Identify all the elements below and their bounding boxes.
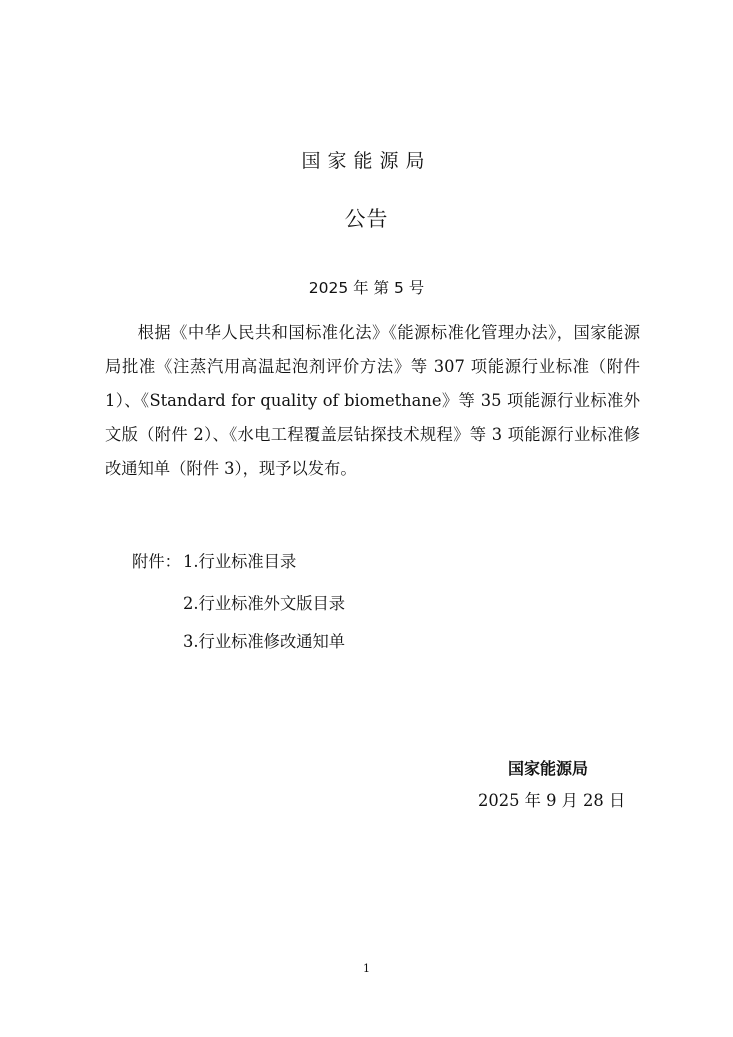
page-number: 1: [363, 962, 370, 975]
document-number: 2025 年 第 5 号: [308, 279, 425, 297]
issuer-title: 国家能源局: [301, 150, 432, 172]
attachments-label: 附件：: [132, 552, 181, 571]
signature-date: 2025 年 9 月 28 日: [478, 791, 626, 810]
attachment-item-3: 3.行业标准修改通知单: [183, 632, 346, 651]
announcement-paragraph: 根据《中华人民共和国标准化法》《能源标准化管理办法》，国家能源局批准《注蒸汽用高温起泡剂评价方法》等 307 项能源行业标准（附件 1）、《Standard for quality of biomethane》等 35 项能源行业标准外文版（附件 2）、《水电工程覆盖层钻探技术规程》等 3 项能源行业标准修改通知单（附件 3），现予以发布。: [105, 323, 640, 478]
signature-organization: 国家能源局: [508, 759, 589, 778]
document-type-title: 公告: [344, 207, 389, 231]
attachment-item-2: 2.行业标准外文版目录: [183, 594, 346, 613]
attachment-item-1: 1.行业标准目录: [183, 552, 297, 571]
